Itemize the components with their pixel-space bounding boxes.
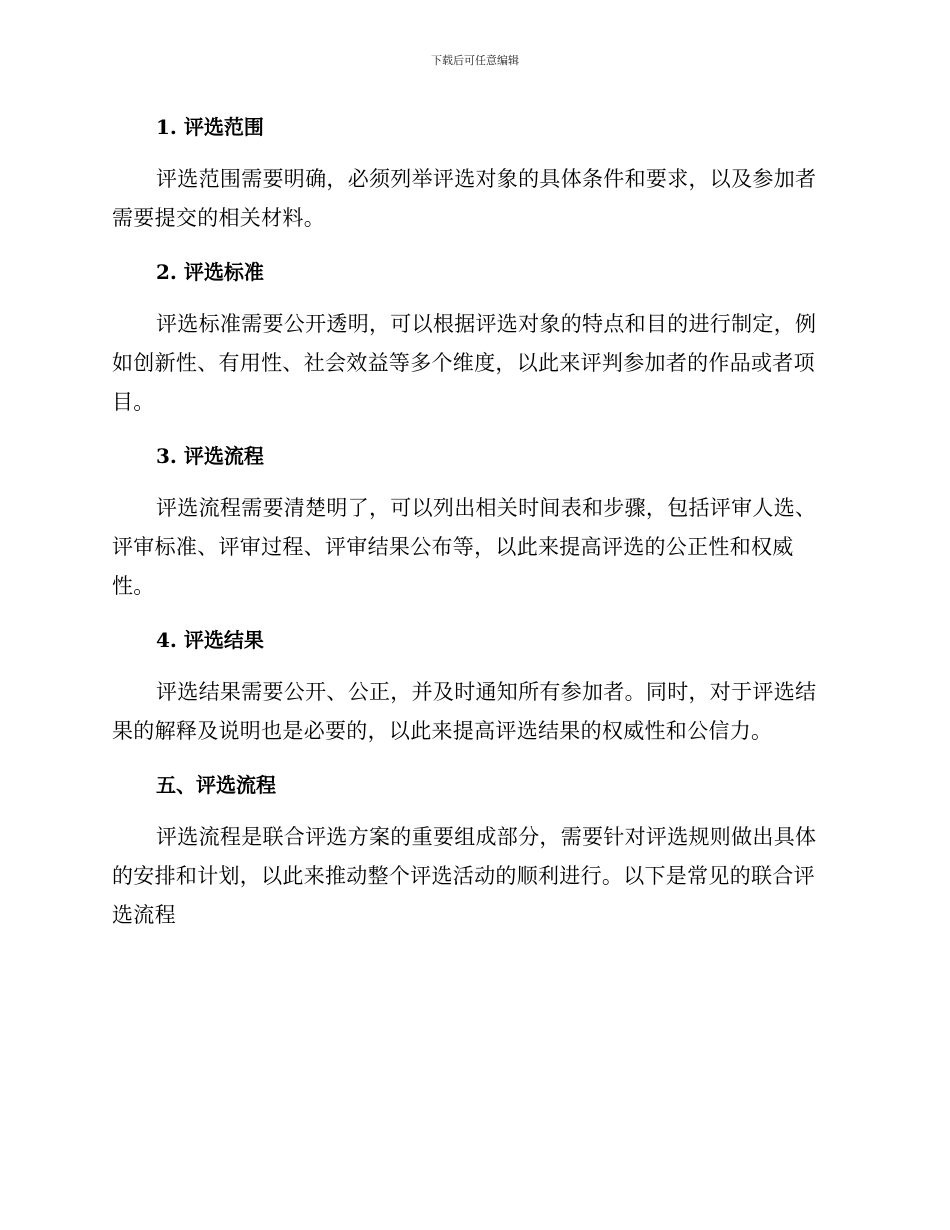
section-heading-scope: 1. 评选范围	[156, 115, 264, 139]
section-paragraph-criteria: 评选标准需要公开透明，可以根据评选对象的特点和目的进行制定，例如创新性、有用性、社会效益等多个维度，以此来评判参加者的作品或者项目。	[112, 312, 817, 414]
document-body	[112, 110, 832, 935]
section-heading-criteria: 2. 评选标准	[156, 260, 264, 284]
section-paragraph-process: 评选流程需要清楚明了，可以列出相关时间表和步骤，包括评审人选、评审标准、评审过程、评审结果公布等，以此来提高评选的公正性和权威性。	[112, 496, 817, 598]
section-heading-selection-flow: 五、评选流程	[156, 773, 276, 797]
header-note: 下载后可任意编辑	[431, 54, 519, 67]
section-paragraph-results: 评选结果需要公开、公正，并及时通知所有参加者。同时，对于评选结果的解释及说明也是必要的，以此来提高评选结果的权威性和公信力。	[112, 680, 817, 743]
section-paragraph-selection-flow: 评选流程是联合评选方案的重要组成部分，需要针对评选规则做出具体的安排和计划，以此来推动整个评选活动的顺利进行。以下是常见的联合评选流程	[112, 825, 817, 927]
section-heading-results: 4. 评选结果	[156, 628, 264, 652]
section-heading-process: 3. 评选流程	[156, 444, 264, 468]
section-paragraph-scope: 评选范围需要明确，必须列举评选对象的具体条件和要求，以及参加者需要提交的相关材料。	[112, 167, 817, 230]
